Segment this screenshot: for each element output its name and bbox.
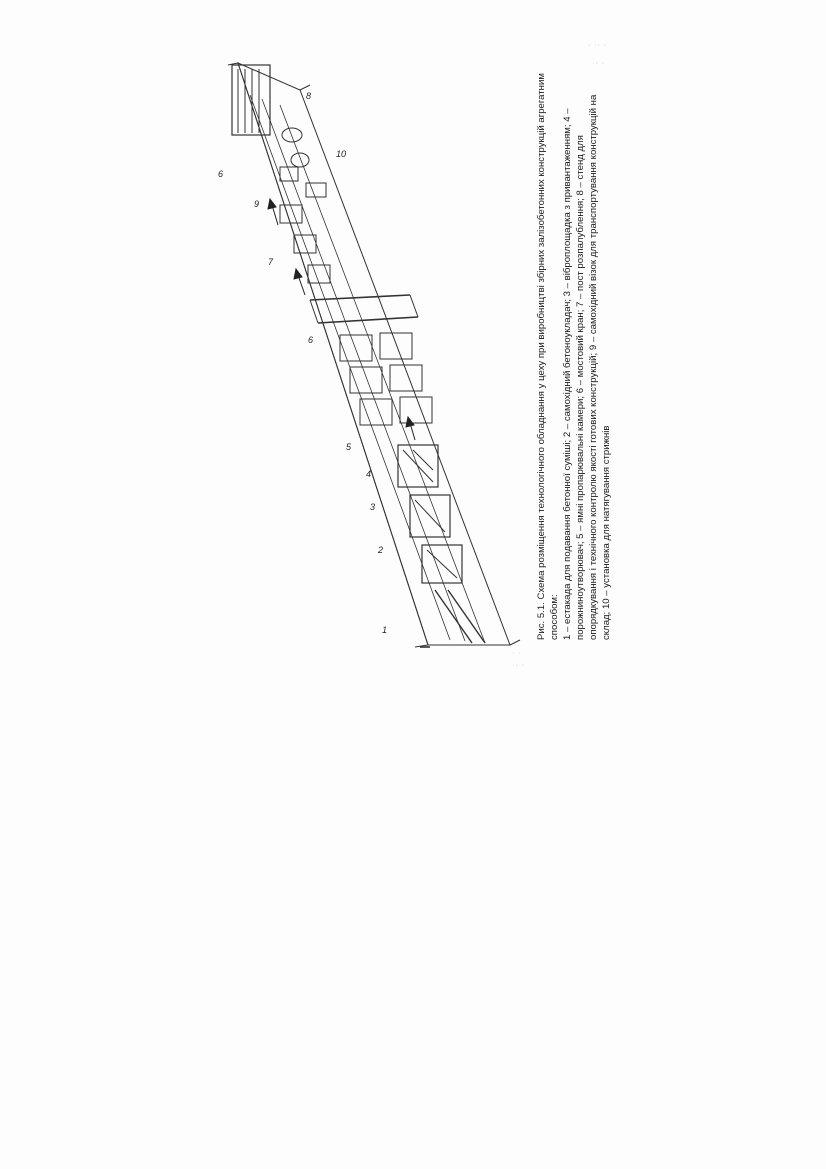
crane-leg: [410, 295, 418, 317]
building-bottom-edge: [510, 640, 520, 645]
callout-number: 9: [254, 199, 260, 209]
building-left-wall: [228, 63, 428, 647]
scan-artifact: · ·: [512, 650, 522, 657]
callout-number: 5: [346, 442, 352, 452]
hatching: [415, 500, 445, 532]
callout-number: 2: [378, 545, 384, 555]
rail-line: [262, 99, 465, 641]
building-floor-outline: [238, 63, 510, 645]
caption-legend: 1 – естакада для подавання бетонної суміші; 2 – самохідний бетоноукладач; 3 – віброплощадка з привантаженням; 4 – порожниноутворювач; 5 – ямні пропарювальні камери; 6 – мостовий кран; 7 – пост розпалублення; 8 – стенд для опорядкування і технічного контролю якості готових конструкцій; 9 – самохідний візок для транспортування конструкцій на склад; 10 – установка для натягування стрижнів: [562, 94, 612, 640]
callout-number: 7: [268, 257, 274, 267]
callout-number: 8: [306, 91, 312, 101]
steam-chamber: [340, 335, 372, 361]
scan-artifact: ·· ·: [512, 662, 525, 669]
stand-shape: [291, 153, 309, 167]
hatching: [427, 550, 457, 578]
building-top-edge: [300, 85, 310, 90]
caption-title: Рис. 5.1. Схема розміщення технологічного обладнання у цеху при виробництві збірних залізобетонних конструкцій агрегатним способом:: [536, 73, 560, 640]
callout-number: 6: [218, 169, 224, 179]
flow-arrow-head: [406, 417, 414, 427]
figure-caption: [535, 70, 625, 640]
callout-number: 4: [366, 469, 372, 479]
flow-arrow-head: [294, 269, 302, 279]
scan-artifact: ·· ·: [592, 60, 605, 67]
flow-arrow-head: [268, 199, 276, 209]
crane-beam: [310, 295, 410, 300]
scan-artifact: · ·· ·: [588, 42, 608, 49]
steam-chamber: [380, 333, 412, 359]
post-shape: [308, 265, 330, 283]
stand-shape: [306, 183, 326, 197]
callout-number: 3: [370, 502, 376, 512]
factory-layout-drawing: [210, 55, 535, 655]
callout-number: 6: [308, 335, 314, 345]
callout-number: 10: [336, 149, 347, 159]
callout-number: 1: [382, 625, 388, 635]
hatching: [413, 450, 433, 470]
factory-layout-figure: [210, 55, 535, 655]
stand-shape: [280, 167, 298, 181]
steam-chamber: [400, 397, 432, 423]
crane-beam: [318, 317, 418, 323]
stand-shape: [282, 128, 302, 142]
